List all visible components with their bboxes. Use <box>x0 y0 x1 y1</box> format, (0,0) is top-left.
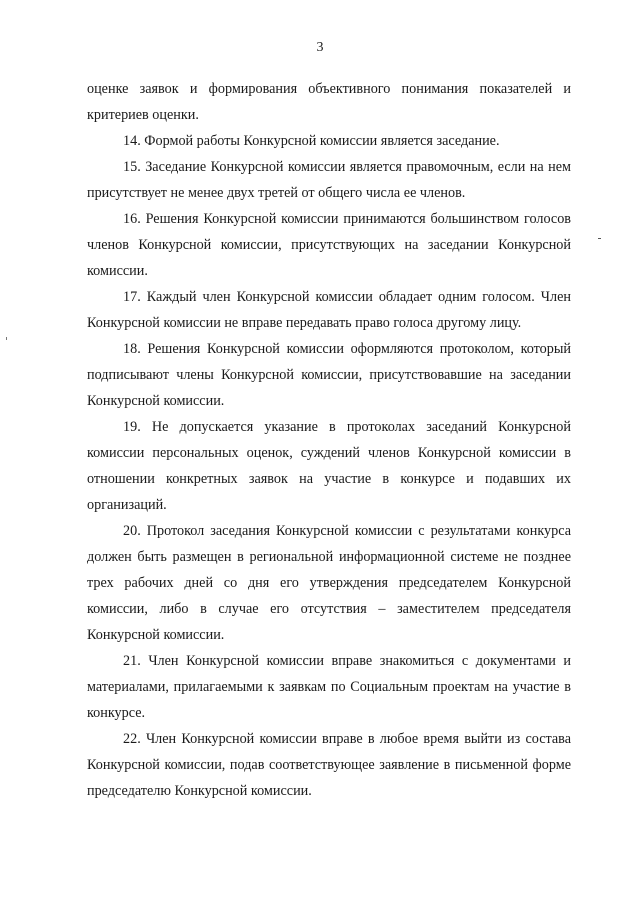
paragraph-22: 22. Член Конкурсной комиссии вправе в любое время выйти из состава Конкурсной комиссии, подав соответствующее заявление в письменной форме председателю Конкурсной комиссии. <box>87 731 571 799</box>
paragraph-20: 20. Протокол заседания Конкурсной комиссии с результатами конкурса должен быть размещен в региональной информационной системе не позднее трех рабочих дней со дня его утверждения председателем Конкурсной комиссии, либо в случае его отсутствия – заместителем председателя Конкурсной комиссии. <box>87 523 571 643</box>
scan-speck <box>598 238 601 239</box>
paragraph-continuation: оценке заявок и формирования объективного понимания показателей и критериев оценки. <box>87 81 571 123</box>
page-number: 3 <box>316 40 324 55</box>
scan-speck <box>6 337 7 340</box>
paragraph-15: 15. Заседание Конкурсной комиссии является правомочным, если на нем присутствует не менее двух третей от общего числа ее членов. <box>87 159 571 201</box>
paragraph-16: 16. Решения Конкурсной комиссии принимаются большинством голосов членов Конкурсной комиссии, присутствующих на заседании Конкурсной комиссии. <box>87 211 571 279</box>
paragraph-21: 21. Член Конкурсной комиссии вправе знакомиться с документами и материалами, прилагаемыми к заявкам по Социальным проектам на участие в конкурсе. <box>87 653 571 721</box>
paragraph-19: 19. Не допускается указание в протоколах заседаний Конкурсной комиссии персональных оценок, суждений членов Конкурсной комиссии в отношении конкретных заявок на участие в конкурсе и подавших их организаций. <box>87 419 571 513</box>
document-body <box>87 76 571 804</box>
paragraph-18: 18. Решения Конкурсной комиссии оформляются протоколом, который подписывают члены Конкурсной комиссии, присутствовавшие на заседании Конкурсной комиссии. <box>87 341 571 409</box>
paragraph-14: 14. Формой работы Конкурсной комиссии является заседание. <box>123 133 500 149</box>
paragraph-17: 17. Каждый член Конкурсной комиссии обладает одним голосом. Член Конкурсной комиссии не вправе передавать право голоса другому лицу. <box>87 289 571 331</box>
